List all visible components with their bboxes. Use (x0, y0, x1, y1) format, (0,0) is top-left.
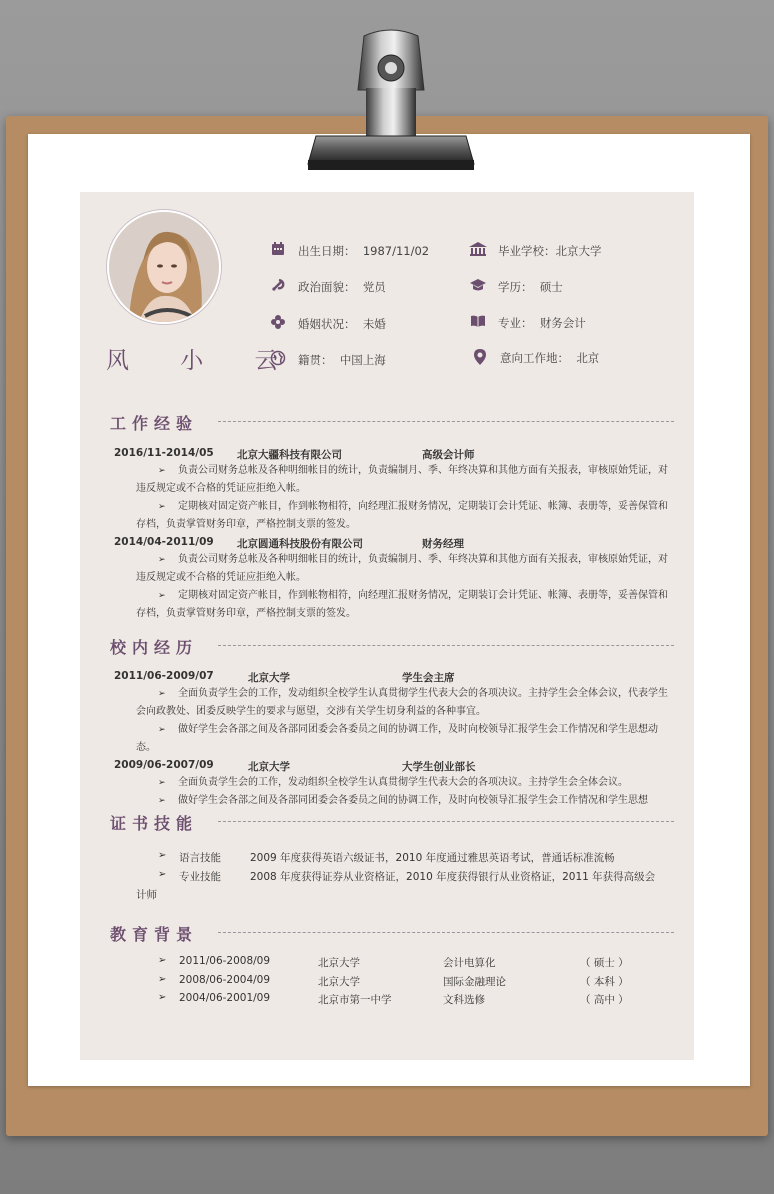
flower-icon (270, 314, 286, 330)
info-location-value: 北京 (576, 351, 600, 365)
campus-period: 2009/06-2007/09 (114, 759, 214, 771)
arrow-icon: ➢ (158, 955, 167, 966)
section-divider (218, 421, 674, 422)
info-major-value: 财务会计 (539, 316, 586, 330)
info-politics-label: 政治面貌： (298, 280, 356, 294)
section-divider (218, 932, 674, 933)
book-icon (470, 313, 486, 329)
work-role: 财务经理 (422, 538, 464, 550)
info-marital-value: 未婚 (362, 317, 386, 331)
globe-icon (270, 350, 286, 366)
cert-label: 专业技能 (179, 871, 221, 883)
work-bullet: ➢ 定期核对固定资产帐目，作到帐物相符，向经理汇报财务情况，定期装订会计凭证、帐簿、表册等，妥善保管和存档，负责掌管财务印章，严格控制支票的签发。 (136, 587, 668, 623)
profile-photo (107, 210, 221, 324)
info-major-label: 专业： (498, 316, 533, 330)
info-location (500, 350, 599, 366)
edu-period: 2011/06-2008/09 (179, 955, 271, 967)
campus-role: 学生会主席 (402, 672, 455, 684)
edu-degree: （ 本科 ） (580, 976, 629, 988)
info-major (498, 315, 586, 331)
section-title-edu: 教育背景 (110, 925, 199, 944)
candidate-name: 风 小 云 (106, 348, 300, 374)
arrow-icon: ➢ (158, 466, 166, 476)
work-bullet: ➢ 负责公司财务总帐及各种明细帐目的统计，负责编制月、季、年终决算和其他方面有关报表，审核原始凭证，对违反规定或不合格的凭证应拒绝入帐。 (136, 462, 668, 498)
edu-period: 2004/06-2001/09 (179, 992, 271, 1004)
section-title-campus: 校内经历 (110, 638, 199, 657)
arrow-icon: ➢ (158, 850, 167, 861)
work-bullet: ➢ 负责公司财务总帐及各种明细帐目的统计，负责编制月、季、年终决算和其他方面有关报表，审核原始凭证，对违反规定或不合格的凭证应拒绝入帐。 (136, 551, 668, 587)
edu-school: 北京大学 (318, 957, 360, 969)
info-native-value: 中国上海 (339, 353, 386, 367)
info-birth (298, 243, 429, 259)
work-period: 2014/04-2011/09 (114, 536, 214, 548)
cert-text-wrap: 计师 (136, 889, 157, 901)
work-bullet: ➢ 定期核对固定资产帐目，作到帐物相符，向经理汇报财务情况，定期装订会计凭证、帐簿、表册等，妥善保管和存档，负责掌管财务印章，严格控制支票的签发。 (136, 498, 668, 534)
edu-major: 国际金融理论 (443, 976, 506, 988)
info-school (498, 243, 602, 259)
campus-bullet: ➢ 做好学生会各部之间及各部同团委会各委员之间的协调工作，及时向校领导汇报学生会工作情况和学生思想 (136, 792, 668, 810)
graduation-cap-icon (470, 277, 486, 293)
edu-major: 会计电算化 (443, 957, 496, 969)
party-emblem-icon (270, 277, 286, 293)
cert-label: 语言技能 (179, 852, 221, 864)
section-divider (218, 821, 674, 822)
info-school-label: 毕业学校： (498, 244, 556, 258)
info-degree (498, 279, 563, 295)
arrow-icon: ➢ (158, 992, 167, 1003)
arrow-icon: ➢ (158, 974, 167, 985)
info-marital-label: 婚姻状况： (298, 317, 356, 331)
campus-role: 大学生创业部长 (402, 761, 476, 773)
calendar-icon (270, 241, 286, 257)
info-school-value: 北京大学 (555, 244, 602, 258)
info-native-label: 籍贯： (298, 353, 333, 367)
work-role: 高级会计师 (422, 449, 475, 461)
edu-major: 文科选修 (443, 994, 485, 1006)
school-building-icon (468, 241, 488, 257)
arrow-icon: ➢ (158, 796, 166, 806)
info-degree-label: 学历： (498, 280, 533, 294)
cert-text: 2008 年度获得证券从业资格证，2010 年度获得银行从业资格证，2011 年获得高级会 (250, 871, 656, 883)
edu-degree: （ 高中 ） (580, 994, 629, 1006)
info-native (298, 352, 386, 368)
edu-degree: （ 硕士 ） (580, 957, 629, 969)
work-company: 北京大疆科技有限公司 (237, 449, 342, 461)
info-birth-value: 1987/11/02 (362, 244, 430, 258)
campus-bullet: ➢ 全面负责学生会的工作，发动组织全校学生认真贯彻学生代表大会的各项决议。主持学生会全体会议，代表学生会向政教处、团委反映学生的要求与愿望，交涉有关学生切身利益的各种事宜。 (136, 685, 668, 721)
arrow-icon: ➢ (158, 778, 166, 788)
arrow-icon: ➢ (158, 502, 166, 512)
campus-org: 北京大学 (248, 761, 290, 773)
work-company: 北京圆通科技股份有限公司 (237, 538, 363, 550)
arrow-icon: ➢ (158, 689, 166, 699)
info-politics (298, 279, 386, 295)
edu-school: 北京市第一中学 (318, 994, 392, 1006)
info-politics-value: 党员 (362, 280, 386, 294)
campus-org: 北京大学 (248, 672, 290, 684)
edu-school: 北京大学 (318, 976, 360, 988)
info-marital (298, 316, 386, 332)
info-degree-value: 硕士 (539, 280, 563, 294)
section-divider (218, 645, 674, 646)
work-period: 2016/11-2014/05 (114, 447, 214, 459)
arrow-icon: ➢ (158, 869, 167, 880)
section-title-work: 工作经验 (110, 414, 199, 433)
info-location-label: 意向工作地： (500, 351, 569, 365)
edu-period: 2008/06-2004/09 (179, 974, 271, 986)
location-pin-icon (472, 348, 488, 366)
arrow-icon: ➢ (158, 555, 166, 565)
section-title-cert: 证书技能 (110, 814, 199, 833)
binder-clip-icon (306, 28, 476, 178)
arrow-icon: ➢ (158, 725, 166, 735)
arrow-icon: ➢ (158, 591, 166, 601)
info-birth-label: 出生日期： (298, 244, 356, 258)
campus-period: 2011/06-2009/07 (114, 670, 214, 682)
campus-bullet: ➢ 全面负责学生会的工作，发动组织全校学生认真贯彻学生代表大会的各项决议。主持学生会全体会议。 (136, 774, 668, 792)
campus-bullet: ➢ 做好学生会各部之间及各部同团委会各委员之间的协调工作，及时向校领导汇报学生会工作情况和学生思想动态。 (136, 721, 668, 757)
cert-text: 2009 年度获得英语六级证书，2010 年度通过雅思英语考试，普通话标准流畅 (250, 852, 615, 864)
